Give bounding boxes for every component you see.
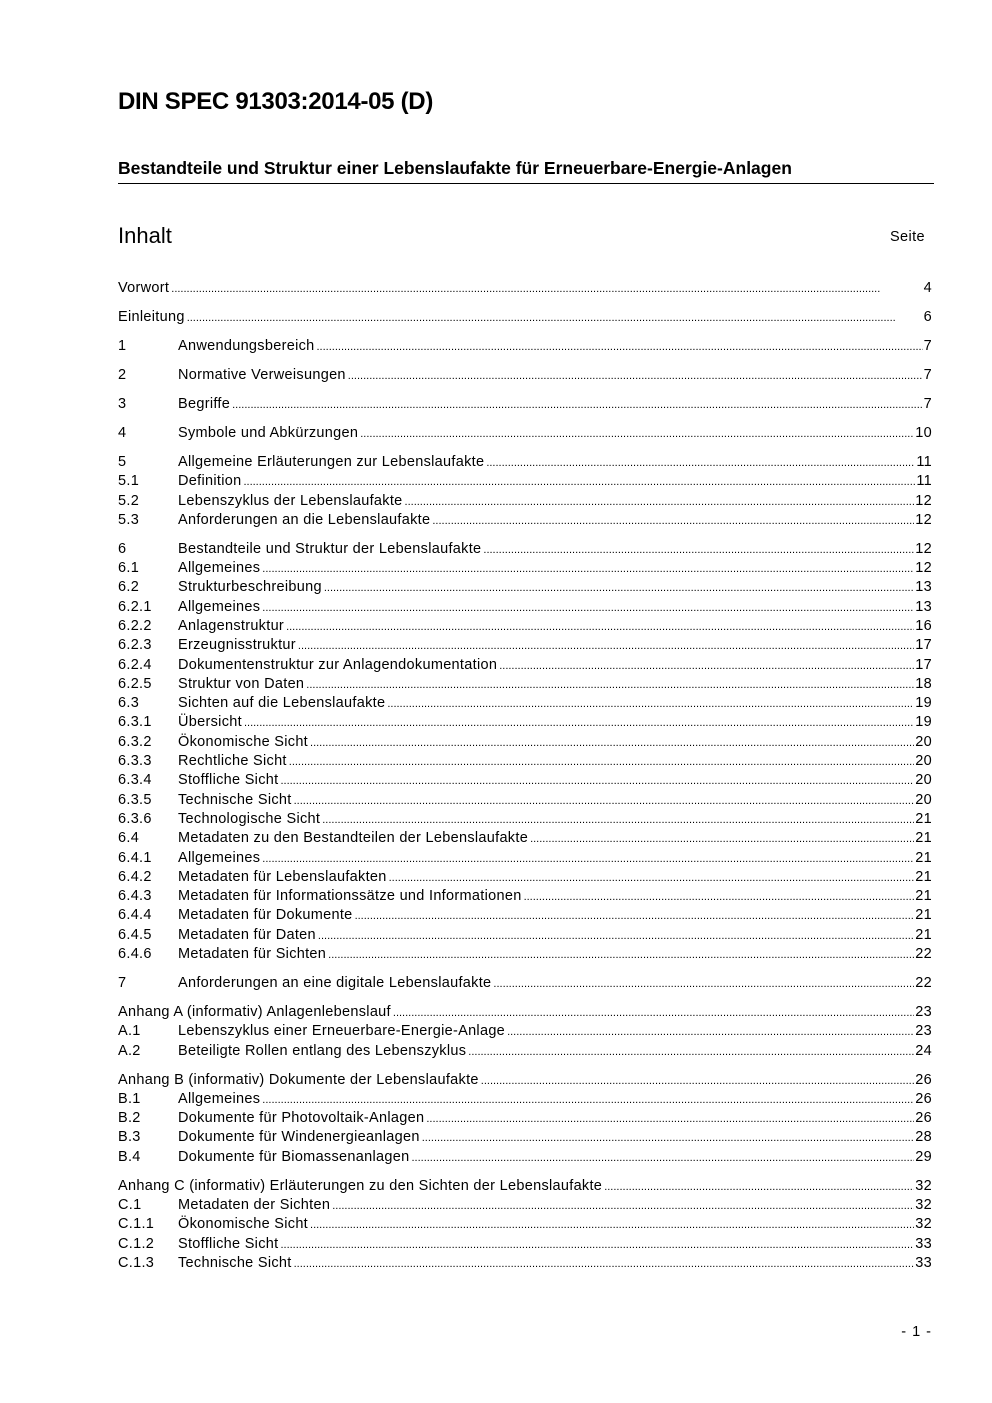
- toc-entry-title: Allgemeine Erläuterungen zur Lebenslaufakte: [178, 453, 485, 470]
- toc-entry[interactable]: [118, 598, 932, 617]
- toc-entry-title: Ökonomische Sicht: [178, 733, 309, 750]
- toc-entry-title: Rechtliche Sicht: [178, 753, 287, 770]
- toc-dot-leader: [405, 493, 915, 512]
- toc-entry-title: Stoffliche Sicht: [178, 772, 279, 789]
- toc-dot-leader: [306, 676, 914, 695]
- toc-entry-title: Anwendungsbereich: [178, 337, 315, 354]
- toc-entry-page: 32: [915, 1197, 932, 1214]
- toc-entry-page: 21: [915, 926, 932, 943]
- toc-entry[interactable]: [118, 337, 932, 356]
- toc-entry[interactable]: [118, 453, 932, 472]
- toc-entry-number: 7: [118, 975, 127, 991]
- toc-entry-title: Technische Sicht: [178, 1254, 292, 1271]
- toc-entry-title: Normative Verweisungen: [178, 366, 346, 383]
- toc-entry-title: Erzeugnisstruktur: [178, 637, 296, 654]
- toc-entry-page: 21: [915, 810, 932, 827]
- toc-entry-number: C.1.2: [118, 1235, 155, 1252]
- toc-entry-title: Dokumente für Windenergieanlagen: [178, 1129, 420, 1146]
- toc-entry-title: Dokumente für Photovoltaik-Anlagen: [178, 1110, 425, 1127]
- toc-dot-leader: [355, 907, 915, 926]
- toc-entry[interactable]: [118, 1215, 932, 1234]
- toc-dot-leader: [393, 1004, 914, 1023]
- toc-entry[interactable]: [118, 945, 932, 964]
- toc-entry-page: 24: [915, 1042, 932, 1059]
- toc-entry-page: 20: [915, 791, 932, 808]
- toc-entry-number: 6.3.2: [118, 733, 152, 750]
- toc-entry-number: 5.2: [118, 492, 140, 509]
- toc-dot-leader: [280, 1236, 914, 1255]
- toc-entry-title: Metadaten für Informationssätze und Informationen: [178, 888, 522, 905]
- toc-dot-leader: [530, 830, 914, 849]
- toc-dot-leader: [387, 695, 914, 714]
- toc-entry-number: 2: [118, 366, 127, 383]
- toc-entry-page: 33: [915, 1235, 932, 1252]
- toc-entry-number: A.2: [118, 1042, 141, 1059]
- toc-entry-page: 12: [915, 560, 932, 577]
- toc-entry-title: Anlagenstruktur: [178, 617, 285, 634]
- toc-entry-number: 6.2.4: [118, 656, 152, 673]
- toc-entry-title: Metadaten der Sichten: [178, 1197, 331, 1214]
- toc-entry-number: 6.4.1: [118, 849, 152, 866]
- toc-entry-number: 6.3.4: [118, 772, 152, 789]
- toc-entry-number: 4: [118, 424, 127, 441]
- table-of-contents: [118, 279, 932, 1273]
- toc-entry-page: 26: [915, 1110, 932, 1127]
- toc-dot-leader: [493, 975, 914, 994]
- toc-entry[interactable]: [118, 472, 932, 491]
- page-column-label: Seite: [889, 229, 925, 245]
- toc-dot-leader: [507, 1023, 914, 1042]
- toc-heading: Inhalt: [118, 223, 172, 248]
- toc-entry-number: 6.2.1: [118, 598, 152, 615]
- toc-dot-leader: [389, 869, 915, 888]
- toc-dot-leader: [289, 753, 915, 772]
- toc-entry-page: 13: [915, 579, 932, 596]
- toc-entry[interactable]: [118, 492, 932, 511]
- toc-entry-page: 16: [915, 617, 932, 634]
- toc-dot-leader: [171, 280, 922, 299]
- toc-entry-title: Struktur von Daten: [178, 675, 305, 692]
- toc-entry-title: Metadaten für Sichten: [178, 946, 327, 963]
- toc-entry-page: 32: [915, 1216, 932, 1233]
- toc-dot-leader: [244, 714, 914, 733]
- toc-dot-leader: [604, 1178, 914, 1197]
- toc-entry-title: Bestandteile und Struktur der Lebenslaufakte: [178, 540, 482, 557]
- toc-entry[interactable]: [118, 1177, 932, 1196]
- toc-dot-leader: [486, 454, 915, 473]
- toc-entry-page: 22: [915, 975, 932, 991]
- toc-entry[interactable]: [118, 511, 932, 530]
- toc-entry-title: Übersicht: [178, 714, 242, 731]
- toc-entry-page: 21: [915, 868, 932, 885]
- toc-entry-page: 18: [915, 675, 932, 692]
- toc-entry[interactable]: [118, 810, 932, 829]
- toc-entry[interactable]: [118, 829, 932, 848]
- toc-entry-number: B.1: [118, 1090, 141, 1107]
- toc-entry-page: 21: [915, 907, 932, 924]
- toc-entry-title: Dokumente für Biomassenanlagen: [178, 1148, 410, 1165]
- toc-entry-title: Stoffliche Sicht: [178, 1235, 279, 1252]
- toc-entry-number: 5.3: [118, 511, 140, 528]
- toc-entry-title: Dokumentenstruktur zur Anlagendokumentation: [178, 656, 498, 673]
- toc-entry-title: Allgemeines: [178, 1090, 261, 1107]
- toc-entry-page: 7: [923, 366, 932, 383]
- toc-entry-title: Anhang C (informativ) Erläuterungen zu den Sichten der Lebenslaufakte: [118, 1177, 603, 1194]
- toc-entry-page: 7: [923, 337, 932, 354]
- toc-entry[interactable]: [118, 656, 932, 675]
- toc-dot-leader: [332, 1197, 914, 1216]
- toc-entry-page: 19: [915, 695, 932, 712]
- toc-entry[interactable]: [118, 279, 932, 298]
- toc-entry[interactable]: [118, 308, 932, 327]
- toc-entry-number: 3: [118, 395, 127, 412]
- toc-entry-number: 6.3: [118, 695, 140, 712]
- toc-entry[interactable]: [118, 926, 932, 945]
- toc-entry-title: Allgemeines: [178, 560, 261, 577]
- toc-dot-leader: [432, 512, 914, 531]
- toc-entry-page: 19: [915, 714, 932, 731]
- toc-entry[interactable]: [118, 578, 932, 597]
- toc-dot-leader: [294, 1255, 915, 1274]
- toc-dot-leader: [232, 396, 923, 415]
- toc-entry-page: 29: [915, 1148, 932, 1165]
- toc-entry-title: Sichten auf die Lebenslaufakte: [178, 695, 386, 712]
- toc-entry-title: Technische Sicht: [178, 791, 292, 808]
- toc-entry-title: Vorwort: [118, 280, 170, 296]
- toc-dot-leader: [262, 1091, 914, 1110]
- toc-entry-page: 26: [915, 1071, 932, 1088]
- toc-dot-leader: [310, 734, 914, 753]
- toc-entry-page: 6: [923, 308, 932, 325]
- toc-entry[interactable]: [118, 1022, 932, 1041]
- toc-entry-page: 20: [915, 772, 932, 789]
- toc-dot-leader: [286, 618, 914, 637]
- toc-entry-page: 26: [915, 1090, 932, 1107]
- toc-entry-page: 17: [915, 656, 932, 673]
- toc-entry-title: Metadaten für Daten: [178, 926, 316, 943]
- toc-entry-number: C.1.3: [118, 1254, 155, 1271]
- toc-entry-number: 1: [118, 337, 127, 354]
- toc-dot-leader: [360, 425, 914, 444]
- toc-entry-title: Lebenszyklus einer Erneuerbare-Energie-Anlage: [178, 1023, 506, 1040]
- toc-entry-number: 6.4: [118, 830, 140, 847]
- document-id: DIN SPEC 91303:2014-05 (D): [118, 88, 434, 115]
- toc-entry-number: 6.2.5: [118, 675, 152, 692]
- toc-entry-number: 5.1: [118, 473, 140, 490]
- toc-entry-number: 6.4.2: [118, 868, 152, 885]
- toc-dot-leader: [481, 1072, 914, 1091]
- toc-entry-title: Ökonomische Sicht: [178, 1216, 309, 1233]
- toc-entry-title: Begriffe: [178, 395, 231, 412]
- toc-entry-page: 21: [915, 849, 932, 866]
- toc-dot-leader: [294, 792, 915, 811]
- toc-entry[interactable]: [118, 771, 932, 790]
- toc-entry-number: 6.3.3: [118, 753, 152, 770]
- toc-entry[interactable]: [118, 395, 932, 414]
- toc-entry-page: 12: [915, 540, 932, 557]
- toc-entry-page: 10: [915, 424, 932, 441]
- toc-entry[interactable]: [118, 1196, 932, 1215]
- toc-dot-leader: [499, 657, 914, 676]
- toc-entry[interactable]: [118, 1128, 932, 1147]
- toc-entry-number: 6.2: [118, 579, 140, 596]
- toc-entry-page: 20: [915, 753, 932, 770]
- toc-entry-number: 6.2.3: [118, 637, 152, 654]
- toc-entry-number: 6: [118, 540, 127, 557]
- toc-entry-number: 6.4.3: [118, 888, 152, 905]
- toc-dot-leader: [411, 1149, 914, 1168]
- toc-entry-page: 21: [915, 830, 932, 847]
- toc-dot-leader: [322, 811, 914, 830]
- toc-dot-leader: [262, 599, 914, 618]
- toc-entry-title: Symbole und Abkürzungen: [178, 424, 359, 441]
- toc-entry-page: 17: [915, 637, 932, 654]
- toc-entry-page: 22: [915, 946, 932, 963]
- toc-dot-leader: [310, 1216, 914, 1235]
- toc-entry[interactable]: [118, 559, 932, 578]
- toc-entry-number: 6.1: [118, 560, 140, 577]
- toc-entry[interactable]: [118, 906, 932, 925]
- toc-entry-number: 6.3.6: [118, 810, 152, 827]
- toc-entry[interactable]: [118, 617, 932, 636]
- toc-entry-page: 32: [915, 1177, 932, 1194]
- toc-entry-page: 23: [915, 1003, 932, 1020]
- toc-entry[interactable]: [118, 733, 932, 752]
- toc-entry[interactable]: [118, 752, 932, 771]
- toc-entry[interactable]: [118, 1042, 932, 1061]
- toc-entry-number: A.1: [118, 1023, 141, 1040]
- toc-entry[interactable]: [118, 974, 932, 993]
- toc-dot-leader: [524, 888, 915, 907]
- toc-entry-title: Definition: [178, 473, 242, 490]
- toc-entry-title: Lebenszyklus der Lebenslaufakte: [178, 492, 403, 509]
- toc-entry[interactable]: [118, 694, 932, 713]
- toc-entry-title: Anforderungen an die Lebenslaufakte: [178, 511, 431, 528]
- toc-entry-number: B.3: [118, 1129, 141, 1146]
- toc-entry[interactable]: [118, 1235, 932, 1254]
- toc-entry-title: Technologische Sicht: [178, 810, 321, 827]
- toc-entry[interactable]: [118, 791, 932, 810]
- toc-entry-title: Einleitung: [118, 308, 185, 325]
- toc-entry[interactable]: [118, 366, 932, 385]
- toc-entry[interactable]: [118, 1003, 932, 1022]
- toc-entry-number: 6.3.1: [118, 714, 152, 731]
- toc-dot-leader: [348, 367, 923, 386]
- toc-entry-number: 5: [118, 453, 127, 470]
- toc-entry[interactable]: [118, 1090, 932, 1109]
- toc-entry-number: 6.4.4: [118, 907, 152, 924]
- toc-dot-leader: [483, 541, 914, 560]
- toc-entry[interactable]: [118, 713, 932, 732]
- document-subtitle: Bestandteile und Struktur einer Lebenslaufakte für Erneuerbare-Energie-Anlagen: [118, 158, 934, 184]
- toc-entry-page: 21: [915, 888, 932, 905]
- toc-entry-page: 12: [915, 492, 932, 509]
- toc-dot-leader: [317, 338, 923, 357]
- toc-dot-leader: [318, 927, 914, 946]
- toc-entry-title: Allgemeines: [178, 598, 261, 615]
- toc-entry-page: 7: [923, 395, 932, 412]
- toc-entry[interactable]: [118, 1148, 932, 1167]
- toc-entry[interactable]: [118, 424, 932, 443]
- toc-entry[interactable]: [118, 540, 932, 559]
- toc-entry[interactable]: [118, 1254, 932, 1273]
- toc-entry-page: 23: [915, 1023, 932, 1040]
- toc-dot-leader: [468, 1043, 914, 1062]
- toc-entry-page: 28: [915, 1129, 932, 1146]
- toc-entry-title: Anhang A (informativ) Anlagenlebenslauf: [118, 1003, 391, 1020]
- toc-dot-leader: [187, 309, 923, 328]
- toc-entry[interactable]: [118, 868, 932, 887]
- toc-entry-title: Strukturbeschreibung: [178, 579, 322, 596]
- toc-entry-page: 12: [915, 511, 932, 528]
- toc-dot-leader: [422, 1129, 915, 1148]
- toc-entry-number: B.2: [118, 1110, 141, 1127]
- toc-entry[interactable]: [118, 849, 932, 868]
- toc-entry-page: 11: [916, 453, 932, 470]
- toc-dot-leader: [262, 560, 914, 579]
- toc-dot-leader: [243, 473, 915, 492]
- toc-entry-title: Metadaten zu den Bestandteilen der Lebenslaufakte: [178, 830, 529, 847]
- toc-entry-page: 13: [915, 598, 932, 615]
- toc-entry-page: 4: [923, 280, 932, 296]
- toc-entry[interactable]: [118, 887, 932, 906]
- toc-entry-page: 33: [915, 1254, 932, 1271]
- toc-entry-number: 6.4.6: [118, 946, 152, 963]
- toc-entry-number: B.4: [118, 1148, 141, 1165]
- toc-dot-leader: [298, 637, 914, 656]
- toc-dot-leader: [280, 772, 914, 791]
- toc-entry-page: 20: [915, 733, 932, 750]
- toc-entry-title: Anhang B (informativ) Dokumente der Lebenslaufakte: [118, 1071, 479, 1088]
- footer-page-number: - 1 -: [901, 1324, 932, 1340]
- toc-entry[interactable]: [118, 636, 932, 655]
- toc-dot-leader: [324, 579, 914, 598]
- toc-entry-number: C.1.1: [118, 1216, 155, 1233]
- toc-entry-title: Metadaten für Lebenslaufakten: [178, 868, 387, 885]
- toc-entry-page: 11: [916, 473, 932, 490]
- toc-dot-leader: [262, 850, 914, 869]
- toc-entry-number: 6.4.5: [118, 926, 152, 943]
- toc-entry-title: Beteiligte Rollen entlang des Lebenszyklus: [178, 1042, 467, 1059]
- toc-dot-leader: [426, 1110, 914, 1129]
- toc-entry-title: Metadaten für Dokumente: [178, 907, 353, 924]
- toc-dot-leader: [328, 946, 914, 965]
- toc-entry[interactable]: [118, 675, 932, 694]
- toc-entry-number: 6.2.2: [118, 617, 152, 634]
- toc-entry-number: C.1: [118, 1197, 142, 1214]
- toc-entry[interactable]: [118, 1071, 932, 1090]
- toc-entry[interactable]: [118, 1109, 932, 1128]
- toc-entry-number: 6.3.5: [118, 791, 152, 808]
- toc-entry-title: Allgemeines: [178, 849, 261, 866]
- toc-entry-title: Anforderungen an eine digitale Lebenslaufakte: [178, 975, 492, 991]
